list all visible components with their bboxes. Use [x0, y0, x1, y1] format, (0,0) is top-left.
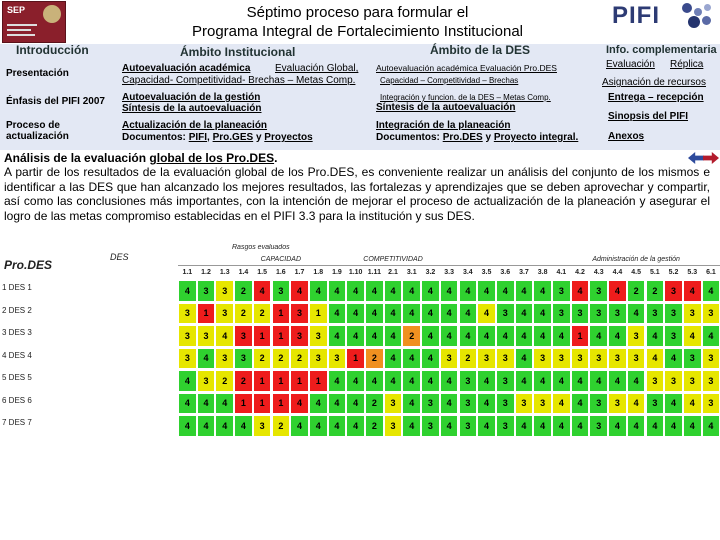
link-proyectos[interactable]: Proyectos: [264, 132, 313, 143]
table-row-label: 6 DES 6: [2, 395, 32, 405]
table-cell: 2: [627, 280, 646, 302]
table-cell: 4: [440, 303, 459, 325]
table-cell: 4: [477, 280, 496, 302]
table-cell: 3: [646, 370, 665, 392]
table-col-header: 4.4: [612, 269, 623, 276]
table-cell: 4: [515, 280, 534, 302]
table-cell: 4: [440, 280, 459, 302]
table-cell: 3: [309, 325, 328, 347]
table-cell: 1: [571, 325, 590, 347]
nav-actualizacion[interactable]: actualización: [6, 131, 69, 142]
table-cell: 4: [571, 415, 590, 437]
table-cell: 4: [346, 325, 365, 347]
table-cell: 4: [328, 415, 347, 437]
table-cell: 3: [477, 348, 496, 370]
table-row-label: 2 DES 2: [2, 305, 32, 315]
table-cell: 3: [328, 348, 347, 370]
nav-replica[interactable]: Réplica: [670, 59, 704, 70]
table-cell: 4: [589, 325, 608, 347]
table-cell: 3: [234, 325, 253, 347]
table-cell: 4: [440, 370, 459, 392]
table-cell: 4: [402, 303, 421, 325]
table-row-label: 4 DES 4: [2, 350, 32, 360]
table-cell: 4: [328, 370, 347, 392]
table-cell: 4: [384, 303, 403, 325]
table-cell: 4: [328, 280, 347, 302]
table-cell: 1: [272, 393, 291, 415]
table-cell: 2: [365, 348, 384, 370]
table-cell: 4: [664, 348, 683, 370]
table-cell: 3: [664, 280, 683, 302]
nav-capacidad-des[interactable]: Capacidad – Competitividad – Brechas: [380, 76, 519, 85]
table-cell: 4: [627, 415, 646, 437]
nav-proceso[interactable]: Proceso de: [6, 120, 60, 131]
table-cell: 4: [365, 280, 384, 302]
table-cell: 4: [571, 280, 590, 302]
table-col-header: 3.2: [425, 269, 436, 276]
table-cell: 4: [421, 325, 440, 347]
table-cell: 4: [683, 325, 702, 347]
table-cell: 1: [272, 325, 291, 347]
table-col-header: 3.7: [519, 269, 529, 276]
table-cell: 4: [608, 280, 627, 302]
table-cell: 4: [440, 393, 459, 415]
table-cell: 3: [683, 370, 702, 392]
table-cell: 4: [627, 370, 646, 392]
table-cell: 3: [496, 415, 515, 437]
table-cell: 4: [683, 393, 702, 415]
table-col-header: 5.3: [687, 269, 698, 276]
nav-head-introduccion[interactable]: Introducción: [16, 43, 89, 57]
table-cell: 3: [589, 348, 608, 370]
table-cell: 4: [215, 325, 234, 347]
table-col-header: 1.2: [201, 269, 211, 276]
pifi-logo: PIFI: [594, 0, 718, 44]
table-cell: 4: [365, 325, 384, 347]
table-cell: 2: [234, 280, 253, 302]
table-group-header: Administración de la gestión: [552, 254, 720, 266]
nav-asignacion[interactable]: Asignación de recursos: [602, 77, 706, 88]
table-cell: 4: [477, 325, 496, 347]
table-des-label: DES: [110, 252, 129, 262]
table-cell: 4: [197, 393, 216, 415]
table-cell: 4: [664, 393, 683, 415]
table-cell: 3: [571, 303, 590, 325]
table-cell: 3: [384, 415, 403, 437]
table-cell: 3: [178, 325, 197, 347]
table-col-header: 1.8: [313, 269, 324, 276]
table-cell: 3: [533, 393, 552, 415]
table-cell: 1: [253, 393, 272, 415]
link-proyecto-integral[interactable]: Proyecto integral.: [493, 132, 579, 143]
table-col-header: 1.3: [219, 269, 230, 276]
table-cell: 4: [215, 393, 234, 415]
table-cell: 4: [477, 303, 496, 325]
table-col-header: 6.1: [706, 269, 716, 276]
table-cell: 4: [533, 280, 552, 302]
table-cell: 3: [215, 348, 234, 370]
table-cell: 3: [496, 393, 515, 415]
table-cell: 4: [571, 393, 590, 415]
table-cell: 3: [178, 348, 197, 370]
table-cell: 4: [365, 303, 384, 325]
table-col-header: 4.3: [593, 269, 604, 276]
table-cell: 3: [421, 415, 440, 437]
table-cell: 3: [496, 303, 515, 325]
table-cell: 3: [571, 348, 590, 370]
table-cell: 4: [346, 280, 365, 302]
table-cell: 4: [533, 325, 552, 347]
table-top-header: Rasgos evaluados: [232, 244, 290, 251]
table-cell: 3: [496, 348, 515, 370]
table-cell: 4: [477, 370, 496, 392]
nav-documentos-inst: Documentos: PIFI, Pro.GES y Proyectos: [122, 132, 313, 143]
table-cell: 4: [533, 415, 552, 437]
table-cell: 1: [290, 370, 309, 392]
table-col-header: 3.1: [406, 269, 417, 276]
table-cell: 4: [346, 303, 365, 325]
table-cell: 4: [384, 280, 403, 302]
table-cell: 1: [197, 303, 216, 325]
link-pifi[interactable]: PIFI: [188, 132, 208, 143]
table-col-header: 2.1: [388, 269, 398, 276]
table-col-header: 1.11: [367, 269, 381, 276]
table-cell: 4: [683, 280, 702, 302]
table-cell: 4: [608, 370, 627, 392]
table-cell: 4: [552, 415, 571, 437]
table-cell: 3: [459, 393, 478, 415]
table-cell: 4: [290, 280, 309, 302]
table-cell: 1: [272, 370, 291, 392]
table-cell: 4: [459, 280, 478, 302]
table-cell: 4: [515, 303, 534, 325]
table-cell: 4: [515, 415, 534, 437]
table-cell: 3: [178, 303, 197, 325]
table-cell: 3: [515, 393, 534, 415]
table-cell: 4: [402, 348, 421, 370]
table-cell: 4: [402, 415, 421, 437]
sep-logo-text: SEP: [7, 5, 26, 15]
table-cell: 4: [608, 415, 627, 437]
table-cell: 3: [496, 370, 515, 392]
table-cell: 3: [309, 348, 328, 370]
table-row-label: 3 DES 3: [2, 328, 32, 337]
table-cell: 4: [309, 415, 328, 437]
table-cell: 4: [346, 393, 365, 415]
table-cell: 4: [627, 303, 646, 325]
table-cell: 4: [702, 415, 720, 437]
table-cell: 3: [589, 303, 608, 325]
table-cell: 3: [197, 370, 216, 392]
nav-autoeval-des[interactable]: Autoevaluación académica Evaluación Pro.DES: [376, 63, 557, 73]
table-cell: 3: [552, 348, 571, 370]
table-cell: 1: [234, 393, 253, 415]
table-cell: 4: [702, 280, 720, 302]
table-cell: 4: [702, 325, 720, 347]
table-cell: 4: [328, 303, 347, 325]
table-cell: 4: [515, 348, 534, 370]
nav-anexos[interactable]: Anexos: [608, 131, 645, 142]
table-cell: 3: [440, 348, 459, 370]
table-cell: 2: [215, 370, 234, 392]
section-paragraph: A partir de los resultados de la evaluación global de los Pro.DES, es conveniente realizar un análisis del conjunto de los mismos e identificar a las DES que han alcanzado los mejores resultados, las fortalezas y aprendizajes que se deben aprovechar y compartir, así como las conclusiones más importantes, con la intención de mejorar el proceso de actualización de la planeación y asegurar el logro de las metas compromiso establecidas en el PIFI 3.3 para la institución y sus DES.: [4, 165, 710, 223]
nav-evaluacion[interactable]: Evaluación: [606, 59, 655, 70]
table-col-header: 3.6: [500, 269, 511, 276]
table-cell: 3: [290, 303, 309, 325]
header: [0, 0, 720, 50]
table-cell: 3: [702, 393, 720, 415]
table-cell: 2: [234, 303, 253, 325]
table-cell: 1: [272, 303, 291, 325]
table-cell: 4: [328, 325, 347, 347]
table-cell: 4: [533, 303, 552, 325]
table-cell: 4: [552, 370, 571, 392]
table-cell: 3: [683, 303, 702, 325]
table-cell: 4: [533, 370, 552, 392]
table-cell: 4: [178, 370, 197, 392]
nav-head-institucional: Ámbito Institucional: [180, 45, 296, 59]
table-cell: 4: [627, 393, 646, 415]
table-col-header: 5.2: [668, 269, 679, 276]
nav-integracion-planeacion[interactable]: Integración de la planeación: [376, 120, 511, 131]
table-cell: 3: [215, 280, 234, 302]
table-cell: 3: [290, 325, 309, 347]
table-col-header: 1.7: [294, 269, 305, 276]
table-cell: 1: [253, 325, 272, 347]
table-cell: 4: [552, 325, 571, 347]
table-cell: 2: [272, 415, 291, 437]
table-cell: 3: [234, 348, 253, 370]
table-cell: 4: [346, 370, 365, 392]
table-cell: 3: [589, 393, 608, 415]
table-cell: 4: [234, 415, 253, 437]
table-cell: 4: [608, 325, 627, 347]
table-cell: 4: [384, 325, 403, 347]
table-cell: 3: [533, 348, 552, 370]
table-cell: 4: [496, 325, 515, 347]
table-cell: 4: [365, 370, 384, 392]
link-proges[interactable]: Pro.GES: [212, 132, 254, 143]
table-cell: 3: [459, 415, 478, 437]
table-cell: 4: [402, 393, 421, 415]
nav-enfasis[interactable]: Énfasis del PIFI 2007: [6, 96, 105, 107]
table-col-header: 3.3: [444, 269, 454, 276]
nav-actualizacion-planeacion[interactable]: Actualización de la planeación: [122, 120, 268, 131]
table-cell: 4: [646, 348, 665, 370]
table-cell: 4: [421, 348, 440, 370]
table-cell: 3: [459, 370, 478, 392]
table-col-header: 4.2: [575, 269, 585, 276]
table-cell: 4: [290, 415, 309, 437]
table-cell: 4: [197, 415, 216, 437]
table-cell: 3: [608, 393, 627, 415]
nav-evaluacion-global[interactable]: Evaluación Global,: [275, 63, 359, 74]
table-cell: 4: [384, 370, 403, 392]
table-cell: 3: [589, 415, 608, 437]
table-cell: 3: [608, 348, 627, 370]
table-cell: 2: [402, 325, 421, 347]
table-col-header: 1.9: [332, 269, 342, 276]
table-cell: 4: [290, 393, 309, 415]
table-cell: 3: [552, 303, 571, 325]
table-cell: 3: [272, 280, 291, 302]
table-cell: 3: [664, 370, 683, 392]
table-cell: 2: [253, 348, 272, 370]
table-cell: 4: [552, 393, 571, 415]
table-cell: 3: [646, 303, 665, 325]
nav-autoeval-academica[interactable]: Autoevaluación académica: [122, 63, 251, 74]
table-cell: 3: [552, 280, 571, 302]
table-col-header: 3.8: [537, 269, 548, 276]
table-cell: 4: [571, 370, 590, 392]
table-cell: 3: [197, 325, 216, 347]
table-col-header: 4.5: [631, 269, 641, 276]
table-cell: 3: [421, 393, 440, 415]
table-cell: 3: [664, 325, 683, 347]
table-cell: 2: [365, 415, 384, 437]
table-col-header: 1.10: [348, 269, 363, 276]
table-cell: 1: [253, 370, 272, 392]
nav-autoeval-gestion[interactable]: Autoevaluación de la gestión: [122, 92, 261, 103]
table-cell: 4: [402, 370, 421, 392]
table-cell: 3: [646, 393, 665, 415]
table-cell: 3: [702, 303, 720, 325]
table-cell: 3: [664, 303, 683, 325]
table-cell: 4: [440, 415, 459, 437]
table-row-label: 1 DES 1: [2, 283, 32, 292]
table-cell: 3: [253, 415, 272, 437]
table-cell: 3: [702, 348, 720, 370]
table-cell: 4: [421, 370, 440, 392]
table-cell: 4: [459, 325, 478, 347]
nav-integracion-des[interactable]: Integración y funcion. de la DES – Metas Comp.: [380, 93, 551, 102]
table-cell: 3: [384, 393, 403, 415]
table-row-label: 7 DES 7: [2, 418, 32, 427]
table-cell: 4: [664, 415, 683, 437]
table-col-header: 1.1: [182, 269, 193, 276]
nav-sinopsis[interactable]: Sinopsis del PIFI: [608, 111, 689, 122]
table-cell: 4: [309, 280, 328, 302]
table-cell: 1: [346, 348, 365, 370]
table-cell: 2: [290, 348, 309, 370]
evaluation-table: [0, 244, 720, 440]
table-group-header: COMPETITIVIDAD: [384, 254, 403, 266]
table-cell: 4: [178, 280, 197, 302]
table-cell: 4: [178, 393, 197, 415]
table-cell: 4: [477, 393, 496, 415]
table-col-header: 1.4: [238, 269, 249, 276]
table-cell: 4: [589, 370, 608, 392]
table-cell: 3: [197, 280, 216, 302]
table-cell: 4: [421, 280, 440, 302]
table-cell: 3: [215, 303, 234, 325]
table-cell: 4: [646, 325, 665, 347]
nav-head-des: Ámbito de la DES: [430, 43, 531, 57]
table-cell: 2: [272, 348, 291, 370]
table-col-header: 4.1: [556, 269, 567, 276]
table-cell: 4: [215, 415, 234, 437]
table-cell: 4: [197, 348, 216, 370]
table-col-header: 3.5: [481, 269, 492, 276]
table-cell: 4: [384, 348, 403, 370]
table-cell: 2: [234, 370, 253, 392]
table-cell: 4: [515, 325, 534, 347]
table-cell: 4: [253, 280, 272, 302]
table-row-label: 5 DES 5: [2, 373, 32, 382]
table-cell: 2: [646, 280, 665, 302]
nav-sintesis-des[interactable]: Síntesis de la autoevaluación: [376, 102, 516, 113]
table-prodes-label: Pro.DES: [4, 258, 53, 272]
sep-logo: [2, 1, 66, 43]
table-group-header: CAPACIDAD: [178, 254, 384, 266]
table-cell: 4: [178, 415, 197, 437]
table-cell: 3: [608, 303, 627, 325]
table-cell: 4: [496, 280, 515, 302]
table-col-header: 5.1: [649, 269, 660, 276]
table-col-header: 1.5: [257, 269, 267, 276]
nav-sintesis-inst[interactable]: Síntesis de la autoevaluación: [122, 103, 262, 114]
table-cell: 4: [440, 325, 459, 347]
table-cell: 4: [328, 393, 347, 415]
table-cell: 3: [627, 348, 646, 370]
eagle-crest-icon: [43, 5, 61, 23]
table-cell: 2: [253, 303, 272, 325]
nav-capacidad-inst[interactable]: Capacidad- Competitividad- Brechas – Metas Comp.: [122, 75, 356, 86]
table-cell: 3: [589, 280, 608, 302]
table-cell: 3: [683, 348, 702, 370]
page-title: Séptimo proceso para formular el Programa Integral de Fortalecimiento Institucional: [192, 4, 523, 40]
table-cell: 4: [421, 303, 440, 325]
table-col-header: 1.6: [275, 269, 286, 276]
table-group-header: [402, 254, 552, 266]
table-cell: 4: [309, 393, 328, 415]
table-cell: 2: [365, 393, 384, 415]
table-cell: 4: [459, 303, 478, 325]
table-cell: 4: [683, 415, 702, 437]
link-prodes[interactable]: Pro.DES: [442, 132, 483, 143]
nav-entrega[interactable]: Entrega – recepción: [608, 92, 704, 103]
nav-head-complementaria: Info. complementaria: [606, 44, 717, 56]
table-cell: 4: [646, 415, 665, 437]
table-cell: 3: [627, 325, 646, 347]
nav-documentos-des: Documentos: Pro.DES y Proyecto integral.: [376, 132, 579, 143]
content-section: [0, 150, 720, 243]
table-cell: 3: [702, 370, 720, 392]
table-cell: 4: [346, 415, 365, 437]
table-cell: 2: [459, 348, 478, 370]
table-cell: 4: [515, 370, 534, 392]
table-cell: 1: [309, 370, 328, 392]
table-cell: 1: [309, 303, 328, 325]
table-col-header: 3.4: [462, 269, 473, 276]
table-cell: 4: [402, 280, 421, 302]
table-cell: 4: [477, 415, 496, 437]
nav-presentacion[interactable]: Presentación: [6, 68, 69, 79]
section-title: Análisis de la evaluación global de los Pro.DES.: [4, 151, 278, 165]
nav-panel: [0, 44, 720, 150]
